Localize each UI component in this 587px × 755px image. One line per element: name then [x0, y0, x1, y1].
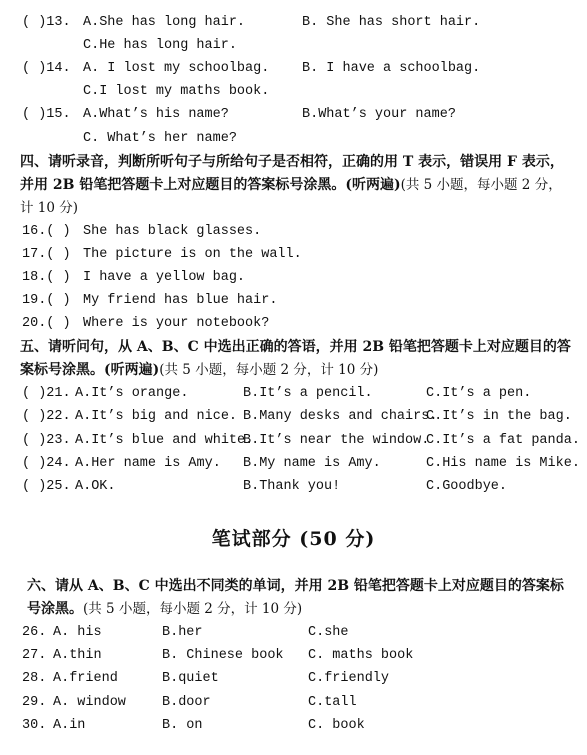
q21-number: ( )21.: [22, 386, 71, 401]
q17-number: 17.( ): [22, 247, 71, 262]
q20-number: 20.( ): [22, 316, 71, 331]
section5-heading-line2: 案标号涂黑。(听两遍): [20, 362, 160, 378]
q14-option-b: B. I have a schoolbag.: [302, 61, 481, 76]
q23-number: ( )23.: [22, 433, 71, 448]
section5-heading-line1: 五、请听问句，从 A、B、C 中选出正确的答语，并用 2B 铅笔把答题卡上对应题目的答: [20, 339, 571, 355]
q22-option-b: B.Many desks and chairs.: [243, 409, 438, 424]
q19-number: 19.( ): [22, 293, 71, 308]
q15-option-c: C. What’s her name?: [83, 131, 237, 146]
written-part-title: 笔试部分 (50 分): [211, 528, 376, 550]
q26-option-b: B.her: [162, 625, 203, 640]
q27-option-c: C. maths book: [308, 648, 414, 663]
section6-heading-line1: 六、请从 A、B、C 中选出不同类的单词，并用 2B 铅笔把答题卡上对应题目的答案标: [27, 578, 564, 594]
q15-option-a: A.What’s his name?: [83, 107, 229, 122]
q15-option-b: B.What’s your name?: [302, 107, 456, 122]
q23-option-a: A.It’s blue and white.: [75, 433, 254, 448]
q24-option-b: B.My name is Amy.: [243, 456, 381, 471]
q23-option-c: C.It’s a fat panda.: [426, 433, 580, 448]
q14-number: ( )14.: [22, 61, 71, 76]
section4-heading-line1: 四、请听录音，判断所听句子与所给句子是否相符，正确的用 T 表示，错误用 F 表示，: [20, 154, 564, 170]
q25-option-a: A.OK.: [75, 479, 116, 494]
q27-option-a: A.thin: [53, 648, 102, 663]
section6-heading-line2: 号涂黑。: [27, 601, 83, 617]
q20-sentence: Where is your notebook?: [83, 316, 270, 331]
q24-number: ( )24.: [22, 456, 71, 471]
q26-option-c: C.she: [308, 625, 349, 640]
section4-heading-line3: 计 10 分): [20, 200, 79, 216]
q21-option-c: C.It’s a pen.: [426, 386, 532, 401]
q28-option-c: C.friendly: [308, 671, 390, 686]
q26-number: 26.: [22, 625, 47, 640]
q29-option-c: C.tall: [308, 695, 357, 710]
q13-option-a: A.She has long hair.: [83, 15, 246, 30]
q26-option-a: A. his: [53, 625, 102, 640]
q28-option-b: B.quiet: [162, 671, 219, 686]
q30-number: 30.: [22, 718, 47, 733]
section6-score-note: (共 5 小题，每小题 2 分，计 10 分): [83, 601, 303, 617]
q13-option-b: B. She has short hair.: [302, 15, 481, 30]
q30-option-a: A.in: [53, 718, 86, 733]
q29-number: 29.: [22, 695, 47, 710]
q25-number: ( )25.: [22, 479, 71, 494]
q14-option-a: A. I lost my schoolbag.: [83, 61, 270, 76]
q24-option-a: A.Her name is Amy.: [75, 456, 221, 471]
q28-option-a: A.friend: [53, 671, 118, 686]
q21-option-b: B.It’s a pencil.: [243, 386, 373, 401]
q27-number: 27.: [22, 648, 47, 663]
q30-option-b: B. on: [162, 718, 203, 733]
q30-option-c: C. book: [308, 718, 365, 733]
section5-score-note: (共 5 小题，每小题 2 分，计 10 分): [159, 362, 379, 378]
q28-number: 28.: [22, 671, 47, 686]
q19-sentence: My friend has blue hair.: [83, 293, 278, 308]
q16-sentence: She has black glasses.: [83, 224, 262, 239]
q21-option-a: A.It’s orange.: [75, 386, 189, 401]
q29-option-a: A. window: [53, 695, 126, 710]
q16-number: 16.( ): [22, 224, 71, 239]
q14-option-c: C.I lost my maths book.: [83, 84, 270, 99]
q18-sentence: I have a yellow bag.: [83, 270, 246, 285]
q24-option-c: C.His name is Mike.: [426, 456, 580, 471]
q23-option-b: B.It’s near the window.: [243, 433, 430, 448]
q22-option-a: A.It’s big and nice.: [75, 409, 238, 424]
q13-option-c: C.He has long hair.: [83, 38, 237, 53]
q22-number: ( )22.: [22, 409, 71, 424]
q17-sentence: The picture is on the wall.: [83, 247, 302, 262]
q25-option-b: B.Thank you!: [243, 479, 341, 494]
q29-option-b: B.door: [162, 695, 211, 710]
q22-option-c: C.It’s in the bag.: [426, 409, 572, 424]
section4-heading-line2: 并用 2B 铅笔把答题卡上对应题目的答案标号涂黑。(听两遍): [20, 177, 401, 193]
q25-option-c: C.Goodbye.: [426, 479, 508, 494]
q27-option-b: B. Chinese book: [162, 648, 284, 663]
q18-number: 18.( ): [22, 270, 71, 285]
q15-number: ( )15.: [22, 107, 71, 122]
section4-score-note: (共 5 小题，每小题 2 分，: [400, 177, 562, 193]
q13-number: ( )13.: [22, 15, 71, 30]
